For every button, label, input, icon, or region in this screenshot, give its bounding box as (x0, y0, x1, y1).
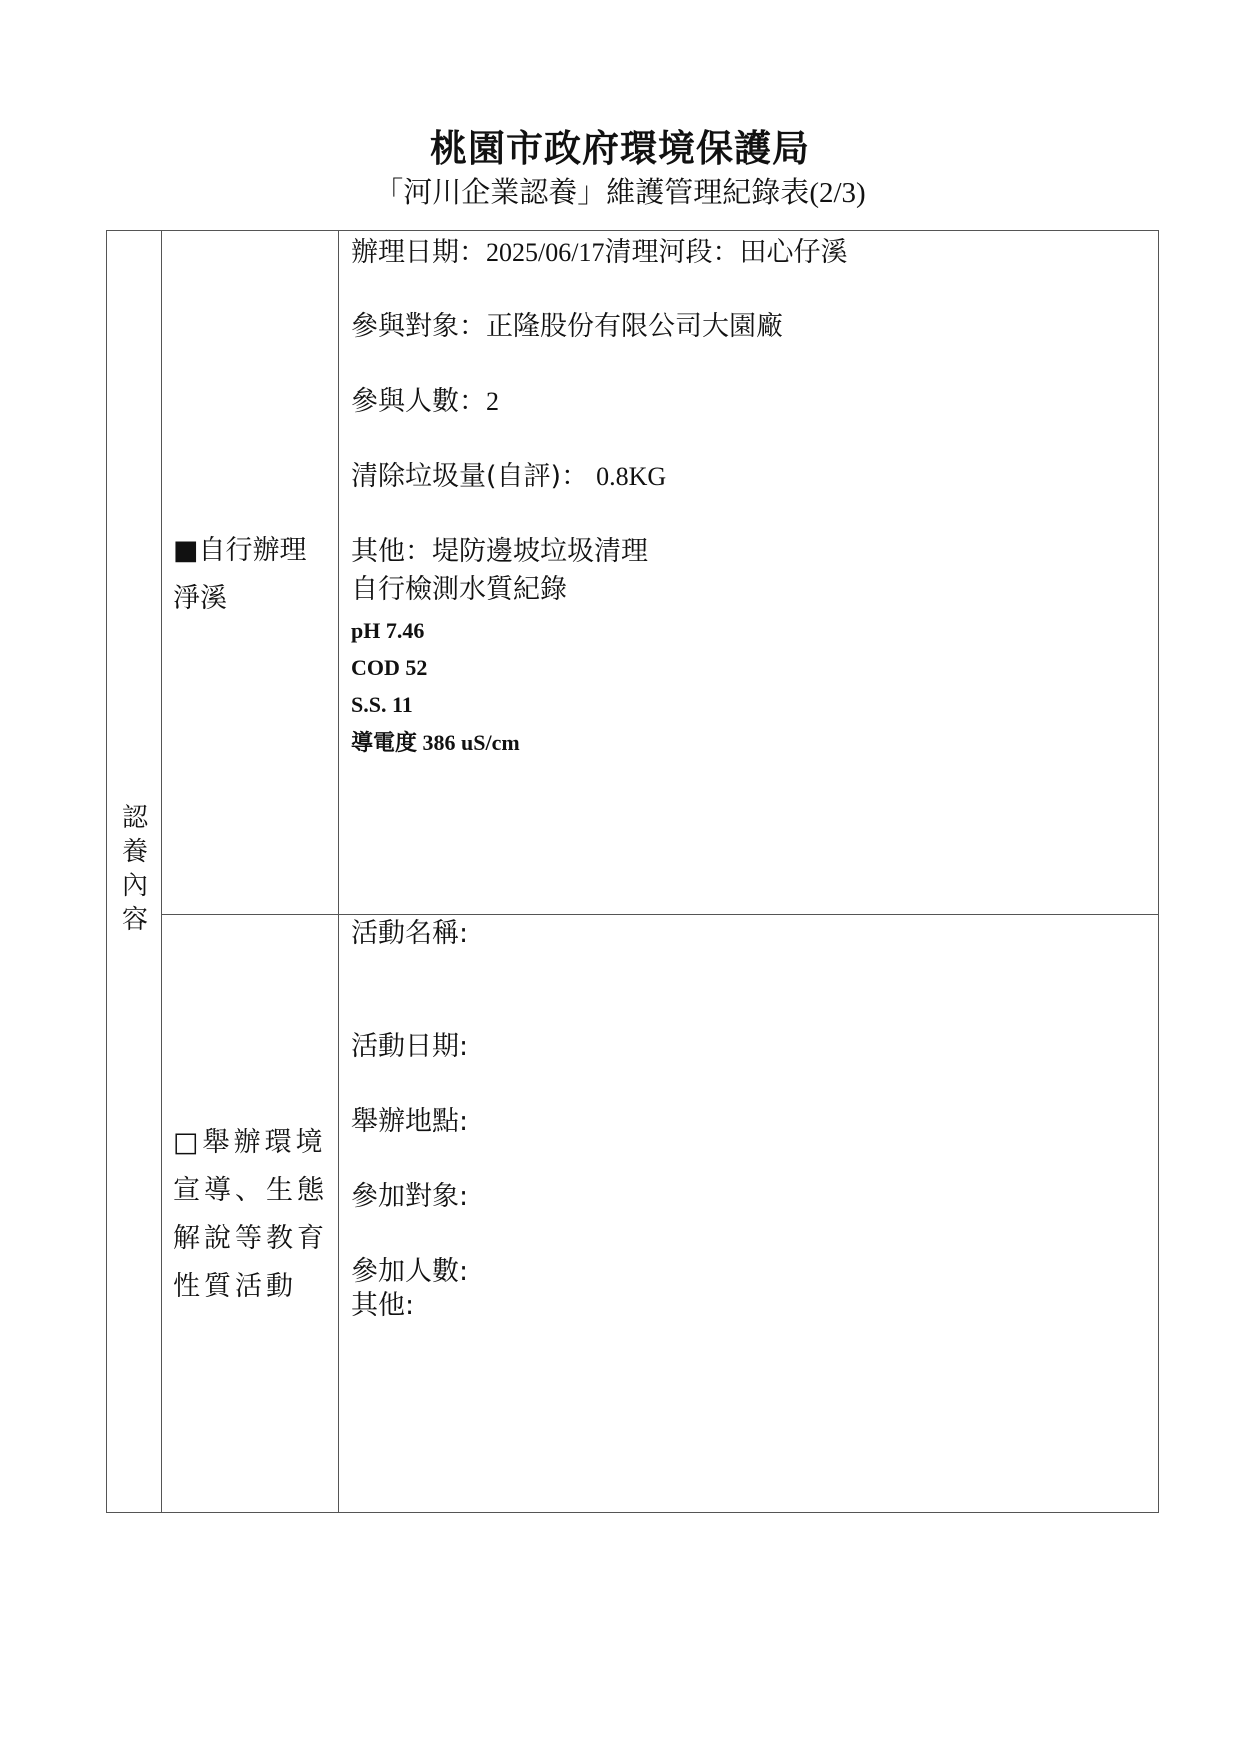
garbage-value: 0.8KG (596, 462, 667, 491)
record-table (106, 230, 1159, 1513)
category-line: 解說等教育 (173, 1223, 328, 1254)
adoption-content-label (115, 801, 155, 937)
category-line: □舉辦環境 (173, 1127, 327, 1158)
count-row (351, 384, 499, 420)
participants-label: 參加對象: (351, 1181, 469, 1212)
count-label: 參與人數： (351, 386, 486, 417)
activity-name-label: 活動名稱: (351, 918, 469, 949)
date-label: 辦理日期： (351, 237, 486, 268)
category-line: 性質活動 (173, 1271, 297, 1302)
river-label: 清理河段： (604, 237, 740, 268)
activity-date-label: 活動日期: (351, 1031, 469, 1062)
ss-value: S.S. 11 (351, 692, 413, 717)
other-row (351, 534, 648, 570)
conductivity-row (351, 724, 520, 762)
date-value: 2025/06/17 (486, 238, 605, 267)
column-divider-1 (161, 231, 162, 1512)
cod-value: COD 52 (351, 655, 428, 680)
column-divider-2 (338, 231, 339, 1512)
row-divider (161, 914, 1158, 915)
side-label-char: 認 (121, 803, 148, 833)
attendee-count-label: 參加人數: (351, 1256, 469, 1287)
conductivity-value: 386 uS/cm (417, 730, 520, 755)
other-label: 其他: (351, 1290, 415, 1321)
side-label-char: 容 (121, 905, 148, 935)
water-quality-title: 自行檢測水質紀錄 (351, 574, 567, 605)
location-label: 舉辦地點: (351, 1106, 469, 1137)
participant-label: 參與對象： (351, 311, 486, 342)
document-title: 桃園市政府環境保護局 (430, 127, 810, 170)
cleanup-date-row (351, 235, 847, 271)
river-value: 田心仔溪 (739, 237, 848, 268)
category-line: ■自行辦理 (173, 535, 307, 566)
subtitle-text: 「河川企業認養」維護管理紀錄表 (374, 175, 810, 209)
participant-value: 正隆股份有限公司大園廠 (486, 311, 783, 342)
other-value: 堤防邊坡垃圾清理 (432, 536, 648, 567)
category-self-cleanup (173, 527, 339, 623)
category-line: 宣導、生態 (173, 1175, 328, 1206)
count-value: 2 (486, 387, 499, 416)
garbage-label: 清除垃圾量(自評)： (351, 461, 589, 492)
category-education-activity (173, 1119, 339, 1311)
category-line: 淨溪 (173, 583, 227, 614)
garbage-row (351, 459, 666, 495)
participant-row (351, 309, 783, 345)
ph-value: pH 7.46 (351, 618, 425, 643)
page-indicator: (2/3) (809, 177, 866, 209)
other-label: 其他： (351, 536, 432, 567)
document-subtitle (0, 172, 1240, 213)
side-label-char: 養 (121, 837, 148, 867)
side-label-char: 內 (121, 871, 148, 901)
conductivity-label: 導電度 (351, 731, 418, 756)
